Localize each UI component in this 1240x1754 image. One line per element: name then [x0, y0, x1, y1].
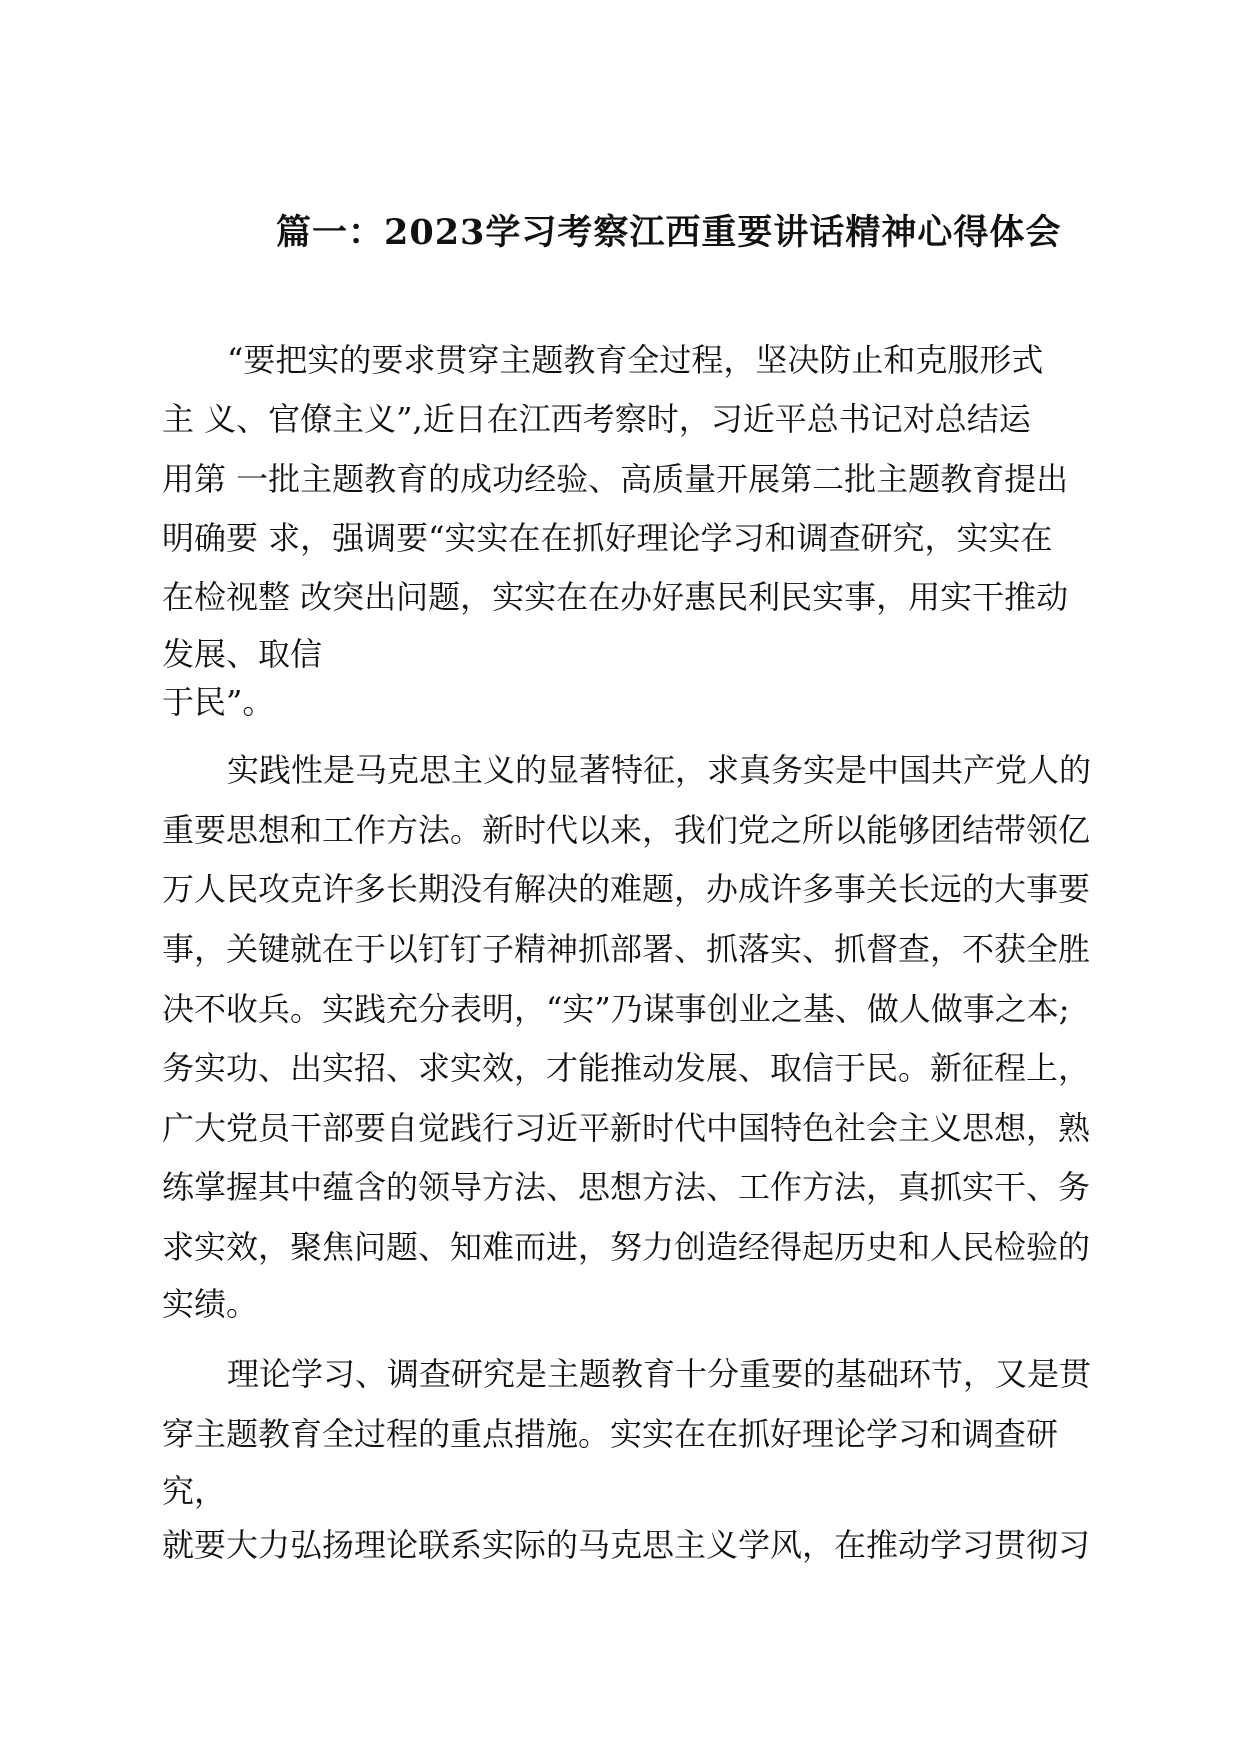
paragraph-1-line-2: 主 义、官僚主义”,近日在江西考察时，习近平总书记对总结运	[162, 400, 1031, 438]
paragraph-2-line-5: 决不收兵。实践充分表明，“实”乃谋事创业之基、做人做事之本;	[162, 990, 1070, 1028]
paragraph-1-line-4: 明确要 求，强调要“实实在在抓好理论学习和调查研究，实实在	[162, 519, 1053, 557]
paragraph-2-line-2: 重要思想和工作方法。新时代以来，我们党之所以能够团结带领亿	[162, 811, 1091, 849]
paragraph-3-line-2: 穿主题教育全过程的重点措施。实实在在抓好理论学习和调查研	[162, 1415, 1059, 1453]
paragraph-3-line-1: 理论学习、调查研究是主题教育十分重要的基础环节，又是贯	[227, 1355, 1092, 1393]
paragraph-1-line-3: 用第 一批主题教育的成功经验、高质量开展第二批主题教育提出	[162, 460, 1069, 498]
paragraph-2-line-3: 万人民攻克许多长期没有解决的难题，办成许多事关长远的大事要	[162, 870, 1091, 908]
paragraph-1-line-7: 于民”。	[162, 683, 275, 721]
document-title: 篇一：2023学习考察江西重要讲话精神心得体会	[276, 212, 1062, 253]
paragraph-2-line-9: 求实效，聚焦问题、知难而进，努力创造经得起历史和人民检验的	[162, 1228, 1091, 1266]
paragraph-2-line-7: 广大党员干部要自觉践行习近平新时代中国特色社会主义思想，熟	[162, 1109, 1091, 1147]
paragraph-2-line-10: 实绩。	[162, 1285, 259, 1323]
paragraph-2-line-6: 务实功、出实招、求实效，才能推动发展、取信于民。新征程上，	[162, 1049, 1091, 1087]
paragraph-3-line-3: 究，	[162, 1472, 227, 1510]
paragraph-2-line-1: 实践性是马克思主义的显著特征，求真务实是中国共产党人的	[227, 751, 1092, 789]
paragraph-1-line-1: “要把实的要求贯穿主题教育全过程，坚决防止和克服形式	[227, 341, 1044, 379]
paragraph-3-line-4: 就要大力弘扬理论联系实际的马克思主义学风，在推动学习贯彻习	[162, 1526, 1091, 1564]
paragraph-2-line-8: 练掌握其中蕴含的领导方法、思想方法、工作方法，真抓实干、务	[162, 1168, 1091, 1206]
paragraph-2-line-4: 事，关键就在于以钉钉子精神抓部署、抓落实、抓督查，不获全胜	[162, 930, 1091, 968]
paragraph-1-line-6: 发展、取信	[162, 635, 323, 673]
paragraph-1-line-5: 在检视整 改突出问题，实实在在办好惠民利民实事，用实干推动	[162, 578, 1069, 616]
